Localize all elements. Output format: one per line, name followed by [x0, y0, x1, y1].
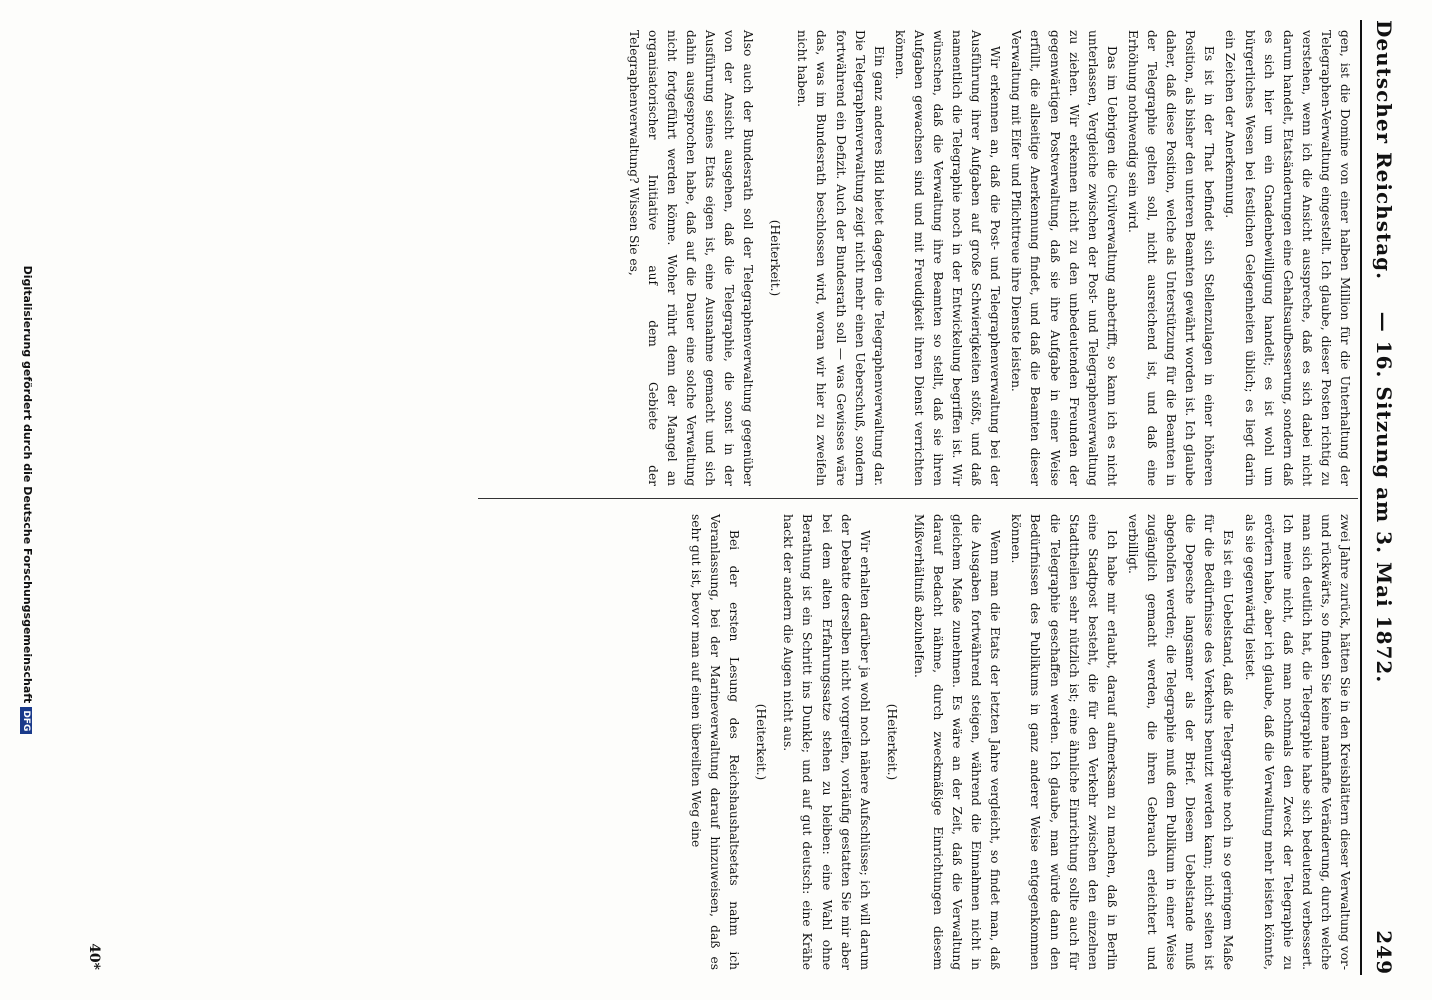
paragraph: Also auch der Bundesrath soll der Telegraphenverwaltung gegenüber von der Ansicht ausgehen, daß die Telegraphie, die sonst in der Ausführung seines Etats eigen ist, eine Ausnahme gemacht und sich dahin ausgesprochen habe, daß auf die Dauer eine solche Verwaltung nicht fortgeführt werden könne. Woher rührt denn der Mangel an organisatorischer Initiative auf dem Gebiete der Telegraphenverwaltung? Wissen Sie es, [626, 30, 756, 486]
paragraph: gen, ist die Domine von einer halben Million für die Unterhaltung der Telegraphen-Verwaltung eingestellt. Ich glaube, dieser Posten richtig zu verstehen, wenn ich die Ansicht ausspreche, daß es sich dabei nicht darum handelt, Etatsänderungen eine Gehaltsaufbesserung, sondern daß es sich hier um ein Gnadenbewilligung handelt; es ist wohl um bürgerliches Wesen bei festlichen Gelegenheiten üblich; es liegt darin ein Zeichen der Anerkennung. [1223, 30, 1352, 486]
credit-text: Digitalisierung gefördert durch die Deutsche Forschungsgemeinschaft [21, 265, 34, 704]
signature-mark: 40* [86, 943, 102, 970]
header-title: Deutscher Reichstag. [1372, 20, 1396, 281]
dfg-logo: DFG [20, 707, 32, 734]
paragraph: Ein ganz anderes Bild bietet dagegen die Telegraphenverwaltung dar. Die Telegraphenverwaltung zeigt nicht mehr einen Ueberschuß, sondern fortwährend ein Defizit. Auch der Bundesrath soll — was Gewisses wäre das, was im Bundesrath beschlossen wird, woran wir hier zu zweifeln nicht haben. [795, 30, 886, 486]
paragraph: Bei der ersten Lesung des Reichshaushaltsetats nahm ich Veranlassung, bei der Marineverwaltung darauf hinzuweisen, daß es sehr gut ist, bevor man auf einen übereilten Weg eine [689, 514, 742, 970]
interjection: (Heiterkeit.) [768, 219, 783, 297]
interjection: (Heiterkeit.) [884, 703, 899, 781]
paragraph: Wenn man die Etats der letzten Jahre vergleicht, so findet man, daß die Ausgaben fortwährend steigen, während die Einnahmen nicht in gleichem Maße zunehmen. Es wäre an der Zeit, daß die Verwaltung darauf Bedacht nähme, durch zweckmäßige Einrichtungen diesem Mißverhältniß abzuhelfen. [911, 514, 1003, 970]
digitization-credit [20, 0, 34, 1000]
left-column [622, 30, 1354, 486]
paragraph: Ich habe mir erlaubt, darauf aufmerksam zu machen, daß in Berlin eine Stadtpost besteht, die für den Verkehr zwischen den einzelnen Stadttheilen sehr nützlich ist; eine ähnliche Einrichtung sollte auch für die Telegraphie geschaffen werden. Ich glaube, man würde dann den Bedürfnissen des Publikums in ganz anderer Weise entgegenkommen können. [1009, 514, 1119, 970]
column-divider [478, 498, 1358, 499]
header-rule [1360, 20, 1362, 975]
header-session: — 16. Sitzung am 3. Mai 1872. [1372, 311, 1396, 684]
paragraph: Wir erhalten darüber ja wohl noch nähere Aufschlüsse; ich will darum der Debatte derselben nicht vorgreifen, vorläufig gestatten Sie mir aber bei dem alten Erfahrungssatze stehen zu bleiben: eine Wahl ohne Berathung ist ein Schritt ins Dunkle; und auf gut deutsch: eine Krähe hackt der andern die Augen nicht aus. [781, 514, 872, 970]
page-number: 249 [1372, 930, 1396, 975]
paragraph: Das im Uebrigen die Civilverwaltung anbetrifft, so kann ich es nicht unterlassen, Vergleiche zwischen der Post- und Telegraphenverwaltung zu ziehen. Wir erkennen nicht zu den unbedeutenden Freunden der gegenwärtigen Postverwaltung, daß sie ihre Aufgabe in einer Weise erfüllt, die allseitige Anerkennung findet, und daß die Beamten dieser Verwaltung mit Eifer und Pflichttreue ihre Dienste leisten. [1009, 30, 1119, 486]
right-column [684, 514, 1354, 970]
page-header [1368, 20, 1396, 975]
paragraph: Es ist ein Uebelstand, daß die Telegraphie noch in so geringem Maße für die Bedürfnisse des Verkehrs benutzt werden kann; nicht selten ist die Depesche langsamer als der Brief. Diesem Uebelstande muß abgeholfen werden; die Telegraphie muß dem Publikum in einer Weise zugänglich gemacht werden, die ihren Gebrauch erleichtert und verbilligt. [1125, 514, 1236, 970]
paragraph: zwei Jahre zurück, hätten Sie in den Kreisblättern dieser Verwaltung vor- und rückwärts, so finden Sie keine namhafte Veränderung, durch welche man sich deutlich hat, die Telegraphie habe sich bedeutend verbessert. Ich meine nicht, daß man nochmals den Zweck der Telegraphie zu erörtern habe, aber ich glaube, daß die Verwaltung mehr leisten könnte, als sie gegenwärtig leistet. [1242, 514, 1352, 970]
interjection: (Heiterkeit.) [754, 703, 769, 781]
paragraph: Es ist in der That befindet sich Stellenzulagen in einer höheren Position, als bisher den unteren Beamten gewährt worden ist. Ich glaube daher, daß diese Position, welche als Unterstützung für die Beamten in der Telegraphie gelten soll, nicht ausreichend ist, und daß eine Erhöhung nothwendig sein wird. [1125, 30, 1217, 486]
paragraph: Wir erkennen an, daß die Post- und Telegraphenverwaltung bei der Ausführung ihrer Aufgaben auf große Schwierigkeiten stößt, und daß namentlich die Telegraphie noch in der Entwickelung begriffen ist. Wir wünschen, daß die Verwaltung ihre Beamten so stellt, daß sie ihren Aufgaben gewachsen sind und mit Freudigkeit ihren Dienst verrichten können. [892, 30, 1003, 486]
